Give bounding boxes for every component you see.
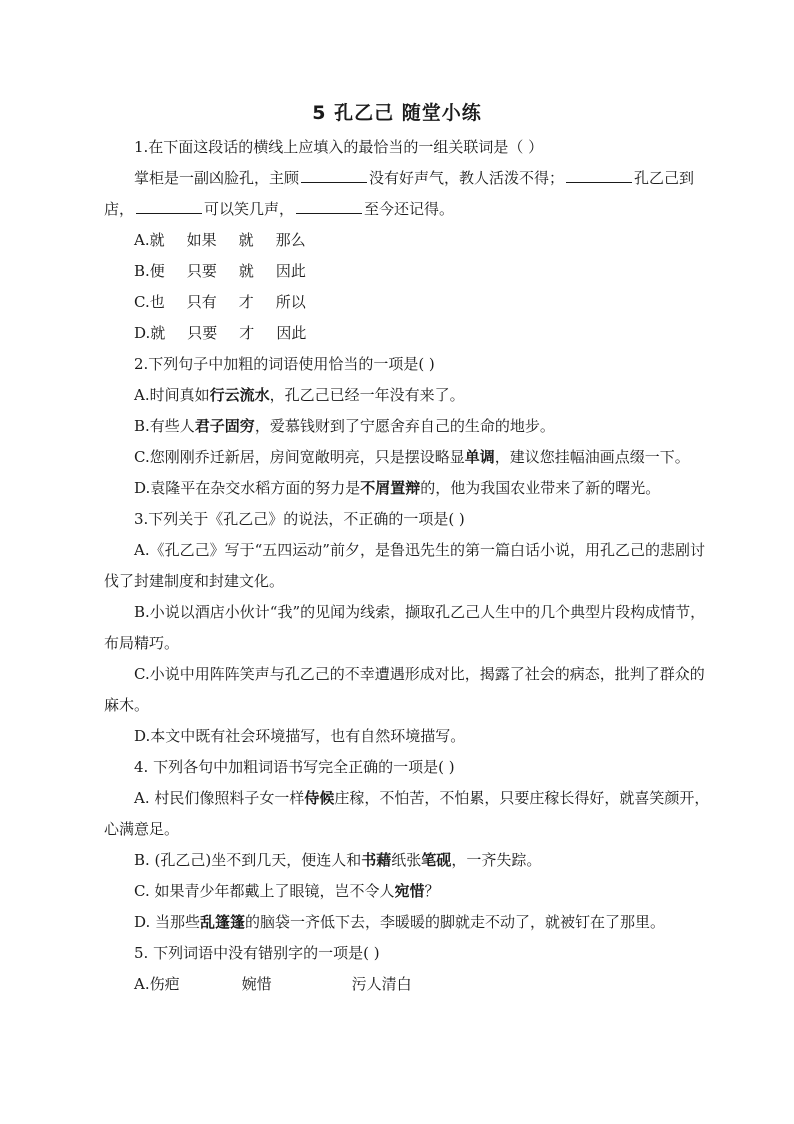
q1-option-a: A.就 如果 就 那么 [134,231,306,249]
q1-option-d: D.就 只要 才 因此 [134,324,307,342]
q3-option-a: A.《孔乙己》写于“五四运动”前夕，是鲁迅先生的第一篇白话小说，用孔乙己的悲剧讨伐了封建制度和封建文化。 [104,541,705,590]
q4-option-a: A. 村民们像照料子女一样侍候庄稼，不怕苦，不怕累，只要庄稼长得好，就喜笑颜开，心满意足。 [104,789,710,838]
q2-option-a: A.时间真如行云流水，孔乙己已经一年没有来了。 [134,386,465,404]
answer-blank [566,167,632,183]
q2-stem: 2.下列句子中加粗的词语使用恰当的一项是( ) [134,355,435,373]
q4-stem: 4. 下列各句中加粗词语书写完全正确的一项是( ) [134,758,455,776]
q4-option-d: D. 当那些乱篷篷的脑袋一齐低下去，李暖暖的脚就走不动了，就被钉在了那里。 [134,913,666,931]
q1-stem: 1.在下面这段话的横线上应填入的最恰当的一组关联词是（ ） [134,138,544,156]
q2-option-b: B.有些人君子固穷，爱慕钱财到了宁愿舍弃自己的生命的地步。 [134,417,555,435]
q2-option-d: D.袁隆平在杂交水稻方面的努力是不屑置辩的，他为我国农业带来了新的曙光。 [134,479,661,497]
page-title: 5 孔乙己 随堂小练 [312,102,482,124]
q3-stem: 3.下列关于《孔乙己》的说法，不正确的一项是( ) [134,510,465,528]
q3-option-b: B.小说以酒店小伙计“我”的见闻为线索，撷取孔乙己人生中的几个典型片段构成情节，布局精巧。 [104,603,706,652]
worksheet-content [104,132,714,1000]
q3-option-c: C.小说中用阵阵笑声与孔乙己的不幸遭遇形成对比，揭露了社会的病态，批判了群众的麻木。 [104,665,705,714]
answer-blank [296,198,362,214]
q4-option-b: B. (孔乙己)坐不到几天，便连人和书藉纸张笔砚，一齐失踪。 [134,851,542,869]
q1-passage-line1: 掌柜是一副凶脸孔，主顾 没有好声气，教人活泼不得； 孔乙己到 [134,169,695,187]
q1-option-c: C.也 只有 才 所以 [134,293,306,311]
q1-option-b: B.便 只要 就 因此 [134,262,306,280]
answer-blank [301,167,367,183]
q5-option-a: A.伤疤 婉惜 污人清白 [134,975,412,993]
q2-option-c: C.您刚刚乔迁新居，房间宽敞明亮，只是摆设略显单调，建议您挂幅油画点缀一下。 [134,448,690,466]
q3-option-d: D.本文中既有社会环境描写，也有自然环境描写。 [134,727,466,745]
q5-stem: 5. 下列词语中没有错别字的一项是( ) [134,944,380,962]
answer-blank [136,198,202,214]
q1-passage-line2: 店， 可以笑几声， 至今还记得。 [104,200,455,218]
q4-option-c: C. 如果青少年都戴上了眼镜，岂不令人宛惜？ [134,882,440,900]
